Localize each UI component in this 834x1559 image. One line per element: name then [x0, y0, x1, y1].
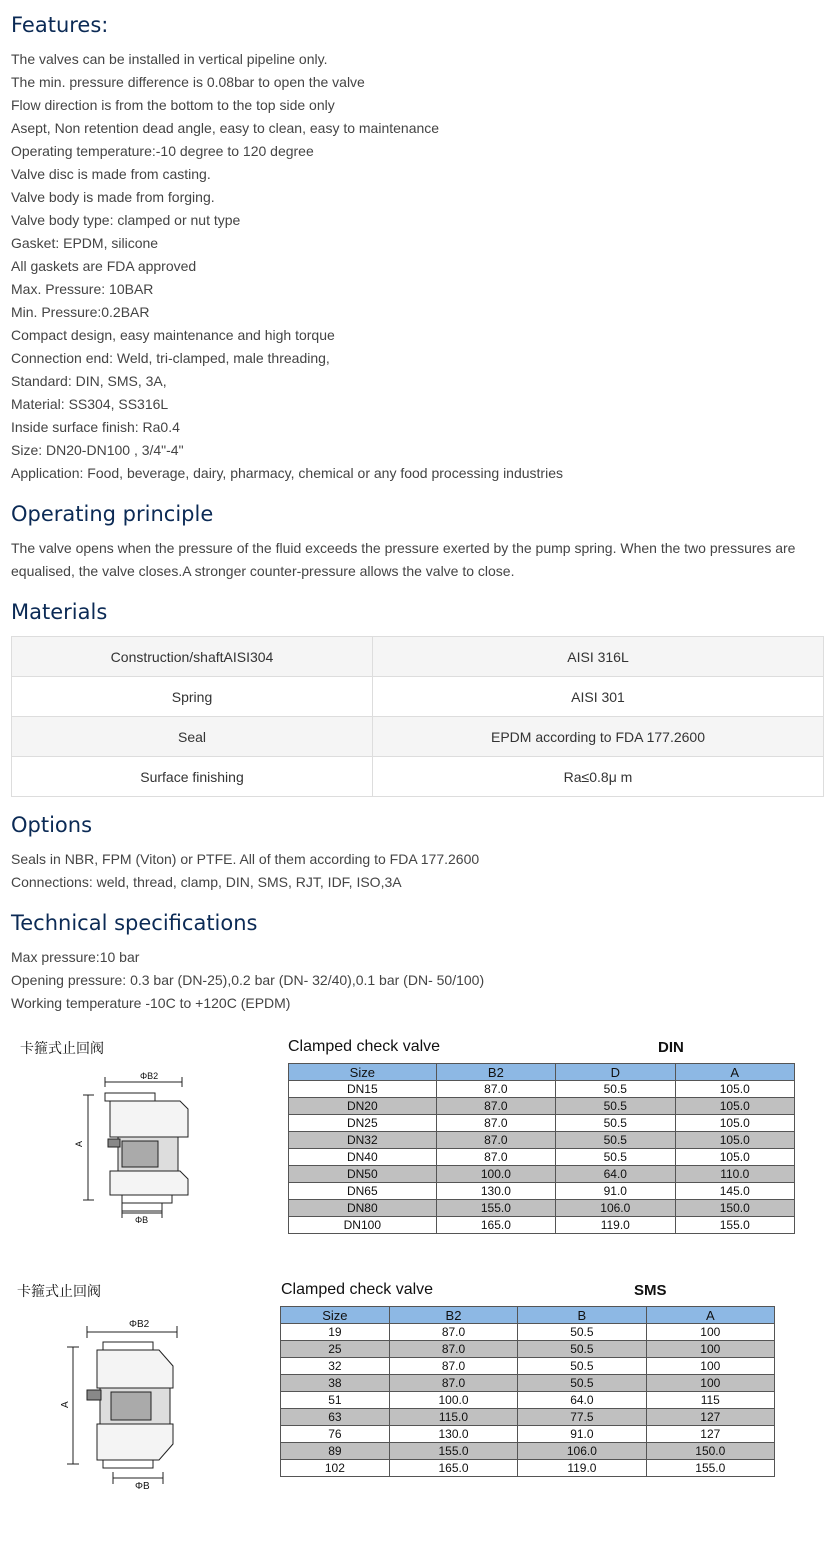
feature-item: Connection end: Weld, tri-clamped, male threading, [11, 350, 330, 366]
table-row [12, 637, 824, 677]
table-cell: 19 [281, 1324, 390, 1341]
feature-item: Material: SS304, SS316L [11, 396, 169, 412]
material-value: AISI 301 [373, 677, 824, 717]
table-cell: 50.5 [518, 1358, 646, 1375]
table-cell: 119.0 [518, 1460, 646, 1477]
table-row [12, 717, 824, 757]
table-cell: 50.5 [518, 1341, 646, 1358]
table-cell: 105.0 [675, 1081, 794, 1098]
column-header: Size [281, 1307, 390, 1324]
feature-item: Compact design, easy maintenance and high torque [11, 327, 335, 343]
table-row [281, 1375, 775, 1392]
operating-principle-text: The valve opens when the pressure of the fluid exceeds the pressure exerted by the pump spring. When the two pressures are equalised, the valve closes.A stronger counter-pressure allows the valve to close. [11, 540, 796, 579]
table-cell: 64.0 [518, 1392, 646, 1409]
feature-item: Max. Pressure: 10BAR [11, 281, 154, 297]
table-cell: 50.5 [556, 1149, 675, 1166]
table-cell: 106.0 [518, 1443, 646, 1460]
table-row [289, 1132, 795, 1149]
feature-item: Valve body is made from forging. [11, 189, 215, 205]
features-list [11, 48, 563, 485]
table-cell: 50.5 [556, 1115, 675, 1132]
table-cell: 150.0 [646, 1443, 774, 1460]
feature-item: Operating temperature:-10 degree to 120 degree [11, 143, 314, 159]
table-cell: DN65 [289, 1183, 437, 1200]
technical-specifications-list [11, 946, 484, 1015]
material-part: Spring [12, 677, 373, 717]
table-cell: 32 [281, 1358, 390, 1375]
table-cell: 91.0 [518, 1426, 646, 1443]
table-row [281, 1324, 775, 1341]
din-spec-table [288, 1063, 795, 1234]
sms-b2-label: ΦB2 [129, 1319, 150, 1330]
material-value: AISI 316L [373, 637, 824, 677]
table-cell: 50.5 [556, 1081, 675, 1098]
table-cell: 127 [646, 1409, 774, 1426]
material-part: Surface finishing [12, 757, 373, 797]
table-cell: 119.0 [556, 1217, 675, 1234]
table-cell: 87.0 [389, 1341, 517, 1358]
sms-a-label: A [60, 1401, 71, 1408]
table-header-row [289, 1064, 795, 1081]
table-cell: 63 [281, 1409, 390, 1426]
table-cell: 50.5 [556, 1132, 675, 1149]
table-cell: 91.0 [556, 1183, 675, 1200]
table-cell: 87.0 [436, 1132, 555, 1149]
table-cell: 165.0 [389, 1460, 517, 1477]
spec-item: Working temperature -10C to +120C (EPDM) [11, 995, 291, 1011]
sms-spec-table [280, 1306, 775, 1477]
din-b-label: ΦB [135, 1215, 149, 1225]
table-row [289, 1183, 795, 1200]
sms-standard-label: SMS [634, 1282, 667, 1299]
table-row [289, 1217, 795, 1234]
sms-b-label: ΦB [135, 1481, 150, 1492]
features-heading: Features: [11, 13, 109, 37]
table-cell: DN25 [289, 1115, 437, 1132]
table-cell: 38 [281, 1375, 390, 1392]
feature-item: The min. pressure difference is 0.08bar to open the valve [11, 74, 365, 90]
table-cell: 115.0 [389, 1409, 517, 1426]
feature-item: Valve disc is made from casting. [11, 166, 211, 182]
options-heading: Options [11, 813, 93, 837]
sms-valve-drawing [55, 1312, 205, 1497]
table-cell: 77.5 [518, 1409, 646, 1426]
options-list [11, 848, 479, 894]
table-cell: 100 [646, 1375, 774, 1392]
feature-item: Valve body type: clamped or nut type [11, 212, 241, 228]
table-cell: 155.0 [389, 1443, 517, 1460]
table-cell: 50.5 [518, 1324, 646, 1341]
table-row [281, 1443, 775, 1460]
table-cell: 102 [281, 1460, 390, 1477]
table-row [12, 677, 824, 717]
table-cell: 76 [281, 1426, 390, 1443]
material-value: EPDM according to FDA 177.2600 [373, 717, 824, 757]
table-cell: 106.0 [556, 1200, 675, 1217]
table-cell: 105.0 [675, 1132, 794, 1149]
column-header: D [556, 1064, 675, 1081]
table-cell: 87.0 [436, 1081, 555, 1098]
column-header: Size [289, 1064, 437, 1081]
feature-item: Application: Food, beverage, dairy, pharmacy, chemical or any food processing industries [11, 465, 563, 481]
table-cell: 87.0 [436, 1149, 555, 1166]
table-cell: 150.0 [675, 1200, 794, 1217]
table-row [281, 1341, 775, 1358]
table-row [281, 1392, 775, 1409]
table-cell: 87.0 [389, 1375, 517, 1392]
table-cell: DN100 [289, 1217, 437, 1234]
feature-item: All gaskets are FDA approved [11, 258, 197, 274]
din-chinese-title: 卡箍式止回阀 [20, 1041, 104, 1057]
table-cell: 127 [646, 1426, 774, 1443]
sms-table-title: Clamped check valve [281, 1281, 434, 1298]
table-cell: 100 [646, 1341, 774, 1358]
table-cell: 165.0 [436, 1217, 555, 1234]
table-row [289, 1149, 795, 1166]
option-item: Connections: weld, thread, clamp, DIN, SMS, RJT, IDF, ISO,3A [11, 874, 402, 890]
feature-item: Asept, Non retention dead angle, easy to clean, easy to maintenance [11, 120, 440, 136]
table-cell: 64.0 [556, 1166, 675, 1183]
table-row [289, 1166, 795, 1183]
operating-principle-heading: Operating principle [11, 502, 214, 526]
table-cell: 155.0 [675, 1217, 794, 1234]
din-standard-label: DIN [658, 1039, 684, 1056]
table-row [281, 1460, 775, 1477]
table-cell: 87.0 [436, 1098, 555, 1115]
column-header: B [518, 1307, 646, 1324]
spec-item: Opening pressure: 0.3 bar (DN-25),0.2 bar (DN- 32/40),0.1 bar (DN- 50/100) [11, 972, 485, 988]
material-part: Construction/shaftAISI304 [12, 637, 373, 677]
technical-specifications-heading: Technical specifications [11, 911, 258, 935]
table-cell: 130.0 [436, 1183, 555, 1200]
table-cell: 25 [281, 1341, 390, 1358]
table-cell: 87.0 [389, 1324, 517, 1341]
feature-item: The valves can be installed in vertical pipeline only. [11, 51, 328, 67]
table-cell: DN20 [289, 1098, 437, 1115]
table-header-row [281, 1307, 775, 1324]
table-cell: 155.0 [646, 1460, 774, 1477]
table-cell: 105.0 [675, 1115, 794, 1132]
sms-chinese-title: 卡箍式止回阀 [17, 1284, 101, 1300]
table-cell: 145.0 [675, 1183, 794, 1200]
table-cell: 100 [646, 1324, 774, 1341]
table-cell: 105.0 [675, 1098, 794, 1115]
option-item: Seals in NBR, FPM (Viton) or PTFE. All of them according to FDA 177.2600 [11, 851, 480, 867]
din-b2-label: ΦB2 [140, 1071, 159, 1081]
table-cell: 50.5 [556, 1098, 675, 1115]
table-cell: 50.5 [518, 1375, 646, 1392]
table-cell: 155.0 [436, 1200, 555, 1217]
table-cell: DN80 [289, 1200, 437, 1217]
column-header: A [646, 1307, 774, 1324]
table-row [289, 1098, 795, 1115]
materials-heading: Materials [11, 600, 108, 624]
table-cell: DN50 [289, 1166, 437, 1183]
table-cell: DN40 [289, 1149, 437, 1166]
table-cell: 115 [646, 1392, 774, 1409]
column-header: B2 [389, 1307, 517, 1324]
feature-item: Size: DN20-DN100 , 3/4"-4" [11, 442, 184, 458]
spec-item: Max pressure:10 bar [11, 949, 140, 965]
materials-table [11, 636, 824, 797]
feature-item: Inside surface finish: Ra0.4 [11, 419, 180, 435]
table-row [281, 1409, 775, 1426]
table-cell: 100.0 [389, 1392, 517, 1409]
din-table-title: Clamped check valve [288, 1038, 441, 1055]
table-cell: 51 [281, 1392, 390, 1409]
table-cell: 87.0 [389, 1358, 517, 1375]
table-cell: 105.0 [675, 1149, 794, 1166]
din-a-label: A [74, 1140, 84, 1147]
table-row [289, 1081, 795, 1098]
column-header: B2 [436, 1064, 555, 1081]
feature-item: Standard: DIN, SMS, 3A, [11, 373, 167, 389]
table-cell: 87.0 [436, 1115, 555, 1132]
material-value: Ra≤0.8μ m [373, 757, 824, 797]
material-part: Seal [12, 717, 373, 757]
table-cell: 110.0 [675, 1166, 794, 1183]
column-header: A [675, 1064, 794, 1081]
table-row [281, 1358, 775, 1375]
table-cell: 100.0 [436, 1166, 555, 1183]
table-cell: DN15 [289, 1081, 437, 1098]
table-cell: DN32 [289, 1132, 437, 1149]
feature-item: Flow direction is from the bottom to the top side only [11, 97, 335, 113]
table-row [289, 1200, 795, 1217]
feature-item: Gasket: EPDM, silicone [11, 235, 159, 251]
table-cell: 130.0 [389, 1426, 517, 1443]
feature-item: Min. Pressure:0.2BAR [11, 304, 150, 320]
table-row [12, 757, 824, 797]
table-cell: 100 [646, 1358, 774, 1375]
table-cell: 89 [281, 1443, 390, 1460]
table-row [289, 1115, 795, 1132]
table-row [281, 1426, 775, 1443]
din-valve-drawing [70, 1065, 220, 1230]
